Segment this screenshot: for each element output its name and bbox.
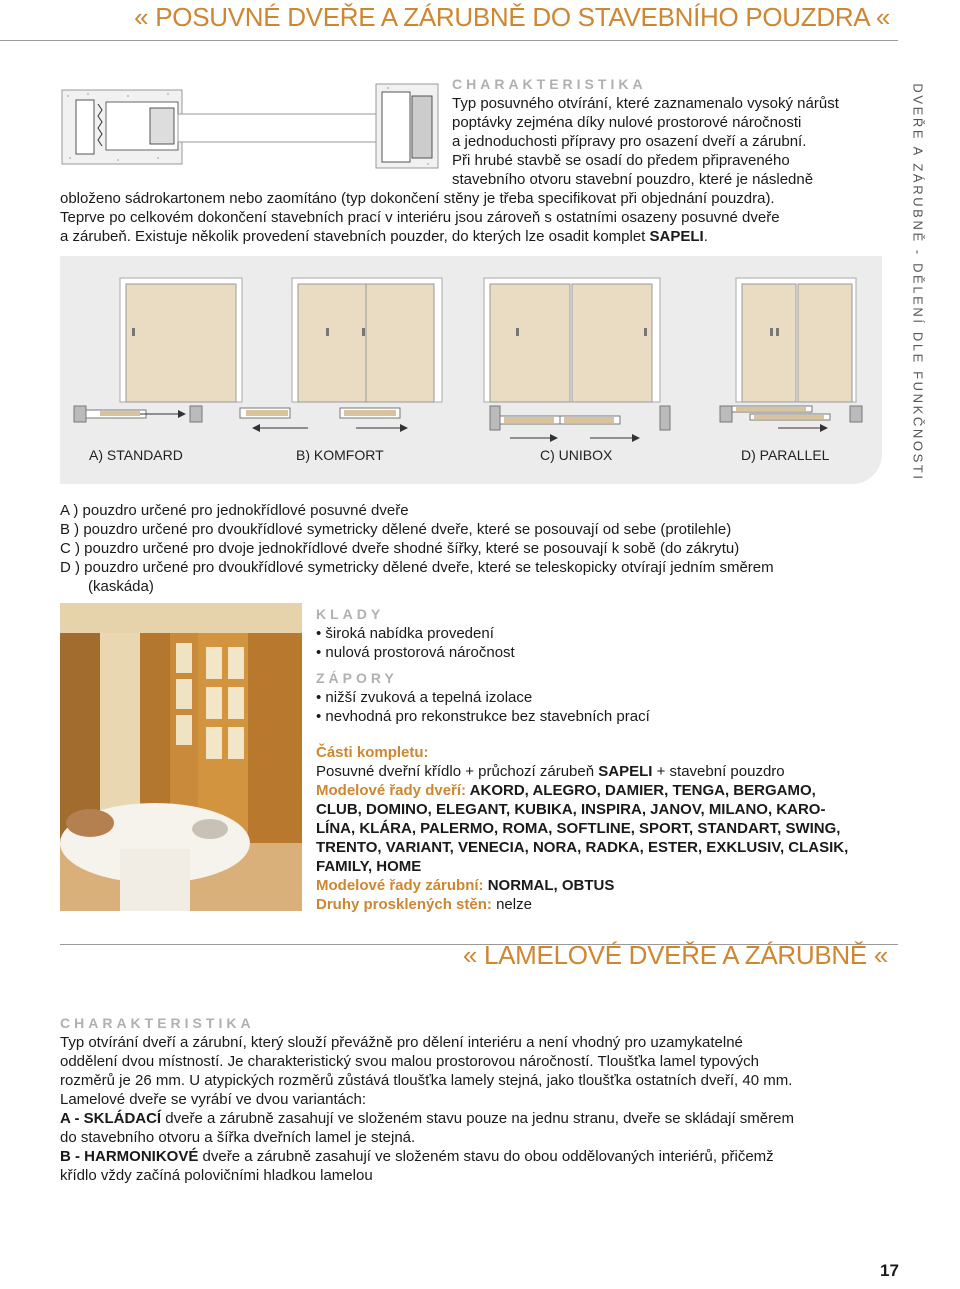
glass-walls: Druhy prosklených stěn: nelze [316,896,532,913]
list-item: • nulová prostorová náročnost [316,643,515,662]
lamel-line: Lamelové dveře se vyrábí ve dvou variantách: [60,1091,366,1108]
lamel-line: Typ otvírání dveří a zárubní, který slouží převážně pro dělení interiéru a není vhodný pro uzamykatelné [60,1034,743,1051]
type-def-d: D ) pouzdro určené pro dvoukřídlové symetricky dělené dveře, které se teleskopicky otvírají jedním směrem [60,559,774,576]
door-models-cont: TRENTO, VARIANT, VENECIA, NORA, RADKA, ESTER, EXKLUSIV, CLASIK, [316,839,849,856]
lamel-body [60,1033,885,1185]
lamel-line: oddělení dvou místností. Je charakteristický svou malou prostorovou náročností. Tloušťka lamel typových [60,1053,760,1070]
type-def-d-cont: (kaskáda) [88,578,154,595]
door-models-cont: CLUB, DOMINO, ELEGANT, KUBIKA, INSPIRA, JANOV, MILANO, KARO- [316,801,826,818]
diagram-label-d: D) PARALLEL [741,447,830,463]
section-title-lamel: « LAMELOVÉ DVEŘE A ZÁRUBNĚ « [462,940,888,970]
section-heading-pros: KLADY [316,606,385,622]
type-def-a: A ) pouzdro určené pro jednokřídlové posuvné dveře [60,502,409,519]
char-line: stavebního otvoru stavební pouzdro, které je následně [452,171,814,188]
title-rule [0,40,898,41]
list-item: • nižší zvuková a tepelná izolace [316,688,650,707]
kit-parts [316,743,886,914]
type-def-c: C ) pouzdro určené pro dvoje jednokřídlové dveře shodné šířky, které se posouvají k sobě (do zákrytu) [60,540,740,557]
interior-photo [60,603,302,911]
type-def-b: B ) pouzdro určené pro dvoukřídlové symetricky dělené dveře, které se posouvají od sebe (protilehle) [60,521,732,538]
type-a-diagram [74,278,242,422]
char-line: poptávky zejména díky nulové prostorové náročnosti [452,114,802,131]
door-models-cont: LÍNA, KLÁRA, PALERMO, ROMA, SOFTLINE, SPORT, STANDART, SWING, [316,820,841,837]
section-heading-characteristics-2: CHARAKTERISTIKA [60,1015,255,1031]
section-heading-characteristics: CHARAKTERISTIKA [452,76,647,92]
frame-models: Modelové řady zárubní: NORMAL, OBTUS [316,877,615,894]
char-line: Typ posuvného otvírání, které zaznamenalo vysoký nárůst [452,95,839,112]
door-models: Modelové řady dveří: AKORD, ALEGRO, DAMIER, TENGA, BERGAMO, [316,782,816,799]
characteristics-body [60,189,885,246]
list-item: • široká nabídka provedení [316,624,515,643]
variant-b-cont: křídlo vždy začíná polovičními hladkou lamelou [60,1167,373,1184]
list-item: • nevhodná pro rekonstrukce bez stavebních prací [316,707,650,726]
door-models-cont: FAMILY, HOME [316,858,422,875]
lamel-line: rozměrů je 26 mm. U atypických rozměrů zůstává tloušťka lamely stejná, jako tloušťka ostatních dveří, 40 mm. [60,1072,793,1089]
char-line: Při hrubé stavbě se osadí do předem připraveného [452,152,790,169]
diagram-label-b: B) KOMFORT [296,447,384,463]
section-heading-cons: ZÁPORY [316,670,398,686]
construction-diagram [58,74,446,182]
characteristics-intro [452,94,885,189]
type-d-diagram [720,278,862,432]
sidebar-label: DVEŘE A ZÁRUBNĚ - DĚLENÍ DLE FUNKČNOSTI [910,83,926,482]
type-b-diagram [240,278,442,432]
char-line: Teprve po celkovém dokončení stavebních prací v interiéru jsou zároveň s ostatními osazeny posuvné dveře [60,209,780,226]
variant-a: A - SKLÁDACÍ dveře a zárubně zasahují ve složeném stavu pouze na jednu stranu, dveře se skládají směrem [60,1110,794,1127]
char-line: a jednoduchosti přípravy pro osazení dveří a zárubní. [452,133,807,150]
variant-b: B - HARMONIKOVÉ dveře a zárubně zasahují ve složeném stavu do obou oddělovaných interiérů, přičemž [60,1148,774,1165]
cons-list [316,688,650,726]
char-line: obloženo sádrokartonem nebo zaomítáno (typ dokončení stěny je třeba specifikovat při objednání pouzdra). [60,190,775,207]
variant-a-cont: do stavebního otvoru a šířka dveřních lamel je stejná. [60,1129,416,1146]
pros-list [316,624,515,662]
diagram-label-c: C) UNIBOX [540,447,613,463]
kit-parts-heading: Části kompletu: [316,744,429,761]
page-number: 17 [880,1261,899,1280]
diagram-label-a: A) STANDARD [89,447,183,463]
kit-parts-line: Posuvné dveřní křídlo + průchozí zárubeň SAPELI + stavební pouzdro [316,763,785,780]
char-line: a zárubeň. Existuje několik provedení stavebních pouzder, do kterých lze osadit komplet SAPELI. [60,228,708,245]
type-c-diagram [484,278,670,442]
type-definitions [60,501,890,596]
page-title: « POSUVNÉ DVEŘE A ZÁRUBNĚ DO STAVEBNÍHO POUZDRA « [134,2,890,32]
